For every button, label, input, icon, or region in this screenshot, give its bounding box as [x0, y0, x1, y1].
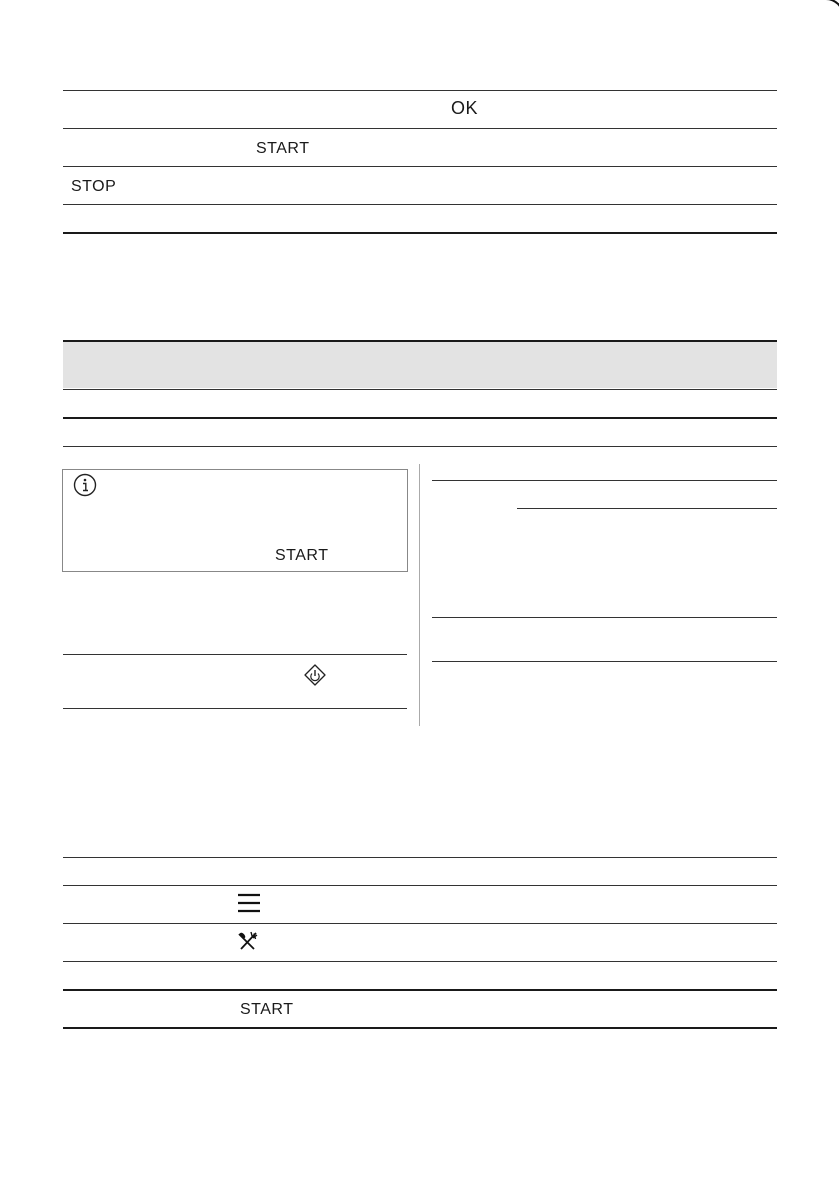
table1-rule-2 — [63, 166, 777, 167]
table2-header — [63, 342, 777, 388]
utensils-icon — [236, 929, 260, 953]
table3-rule-bottom — [63, 1027, 777, 1029]
ok-label: OK — [451, 98, 479, 118]
note-box — [62, 469, 408, 572]
table3-rule-1 — [63, 885, 777, 886]
start-label: START — [256, 140, 310, 157]
left-rule-1 — [63, 654, 407, 655]
table1-rule-3 — [63, 204, 777, 205]
table3-rule-top — [63, 857, 777, 858]
right-rule-3 — [432, 617, 777, 618]
table2-rule-3 — [63, 446, 777, 447]
right-rule-4 — [432, 661, 777, 662]
table3-rule-3 — [63, 961, 777, 962]
start-label-bottom: START — [240, 1001, 294, 1018]
stop-label: STOP — [71, 178, 117, 195]
info-icon — [73, 473, 97, 497]
crop-mark-icon — [782, 0, 839, 22]
start-stop-diamond-icon — [303, 663, 327, 687]
note-start-label: START — [275, 547, 329, 564]
table1-rule-bottom — [63, 232, 777, 234]
table1-rule-1 — [63, 128, 777, 129]
table1-rule-top — [63, 90, 777, 91]
left-rule-2 — [63, 708, 407, 709]
table3-rule-2 — [63, 923, 777, 924]
right-rule-2 — [517, 508, 777, 509]
table2-rule-2 — [63, 417, 777, 419]
menu-icon — [237, 892, 261, 914]
table3-rule-4 — [63, 989, 777, 991]
right-rule-1 — [432, 480, 777, 481]
table2-rule-1 — [63, 389, 777, 390]
column-divider — [419, 464, 420, 726]
